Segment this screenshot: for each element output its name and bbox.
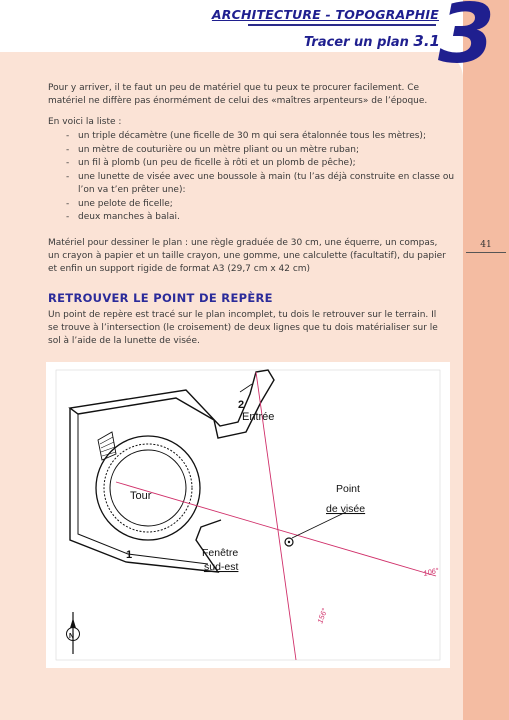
plan-figure <box>46 362 450 668</box>
section-heading: RETROUVER LE POINT DE REPÈRE <box>48 291 273 305</box>
header-divider <box>248 24 436 26</box>
tower-pattern-ring <box>104 444 192 532</box>
list-item: - un mètre de couturière ou un mètre pliant ou un mètre ruban; <box>66 144 456 158</box>
fenetre-number: 1 <box>126 549 133 561</box>
section-title: ARCHITECTURE - TOPOGRAPHIE <box>211 7 439 22</box>
fenetre-label-1: Fenêtre <box>202 547 239 559</box>
tour-label: Tour <box>130 490 152 502</box>
list-intro: En voici la liste : <box>48 117 122 127</box>
page-subtitle <box>304 32 440 50</box>
angle-label-106: 106° <box>422 565 440 578</box>
north-arrow-icon <box>67 612 80 654</box>
tower-inner-wall <box>110 450 186 526</box>
point-label-2: de visée <box>326 503 366 515</box>
point-label-1: Point <box>336 483 360 495</box>
subtitle-number: 3.1 <box>413 32 440 50</box>
tower-outer-wall <box>96 436 200 540</box>
plan-drawing <box>46 362 450 668</box>
north-letter: N <box>69 633 75 640</box>
entree-label: Entrée <box>242 411 275 423</box>
intro-paragraph: Pour y arriver, il te faut un peu de matériel que tu peux te procurer facilement. Ce matériel ne diffère pas énormément de celui des «maîtres arpenteurs» de l’époque. <box>48 83 428 106</box>
list-item: - un triple décamètre (une ficelle de 30 m qui sera étalonnée tous les mètres); <box>66 130 456 144</box>
point-leader-line <box>292 512 346 538</box>
subtitle-text: Tracer un plan <box>303 35 409 50</box>
page-number-rule <box>466 252 506 253</box>
chapter-number: 3 <box>438 0 496 82</box>
list-item: - une pelote de ficelle; <box>66 198 456 212</box>
list-item: - deux manches à balai. <box>66 211 456 225</box>
entree-number: 2 <box>238 399 245 411</box>
fenetre-label-2: sud-est <box>204 561 239 573</box>
page-number: 41 <box>480 240 492 250</box>
section-paragraph: Un point de repère est tracé sur le plan incomplet, tu dois le retrouver sur le terrain. Il se trouve à l’intersection (le croisement) de deux lignes que tu dois matérialiser sur le sol à l’aide de la lunette de visée. <box>48 310 438 346</box>
sight-line-106 <box>116 482 436 576</box>
list-item: - un fil à plomb (un peu de ficelle à rôti et un plomb de pêche); <box>66 157 456 171</box>
material-list <box>66 130 456 225</box>
side-tab <box>463 0 509 720</box>
drawing-material-paragraph: Matériel pour dessiner le plan : une règle graduée de 30 cm, une équerre, un compas, un crayon à papier et un taille crayon, une gomme, une calculette (facultatif), du papier et enfin un support rigide de format A3 (29,7 cm x 42 cm) <box>48 238 446 274</box>
angle-label-156: 156° <box>315 607 330 625</box>
sight-point-center <box>288 541 290 543</box>
list-item: - une lunette de visée avec une boussole à main (tu l’as déjà construite en classe ou l’on va t’en prêter une): <box>66 171 456 198</box>
